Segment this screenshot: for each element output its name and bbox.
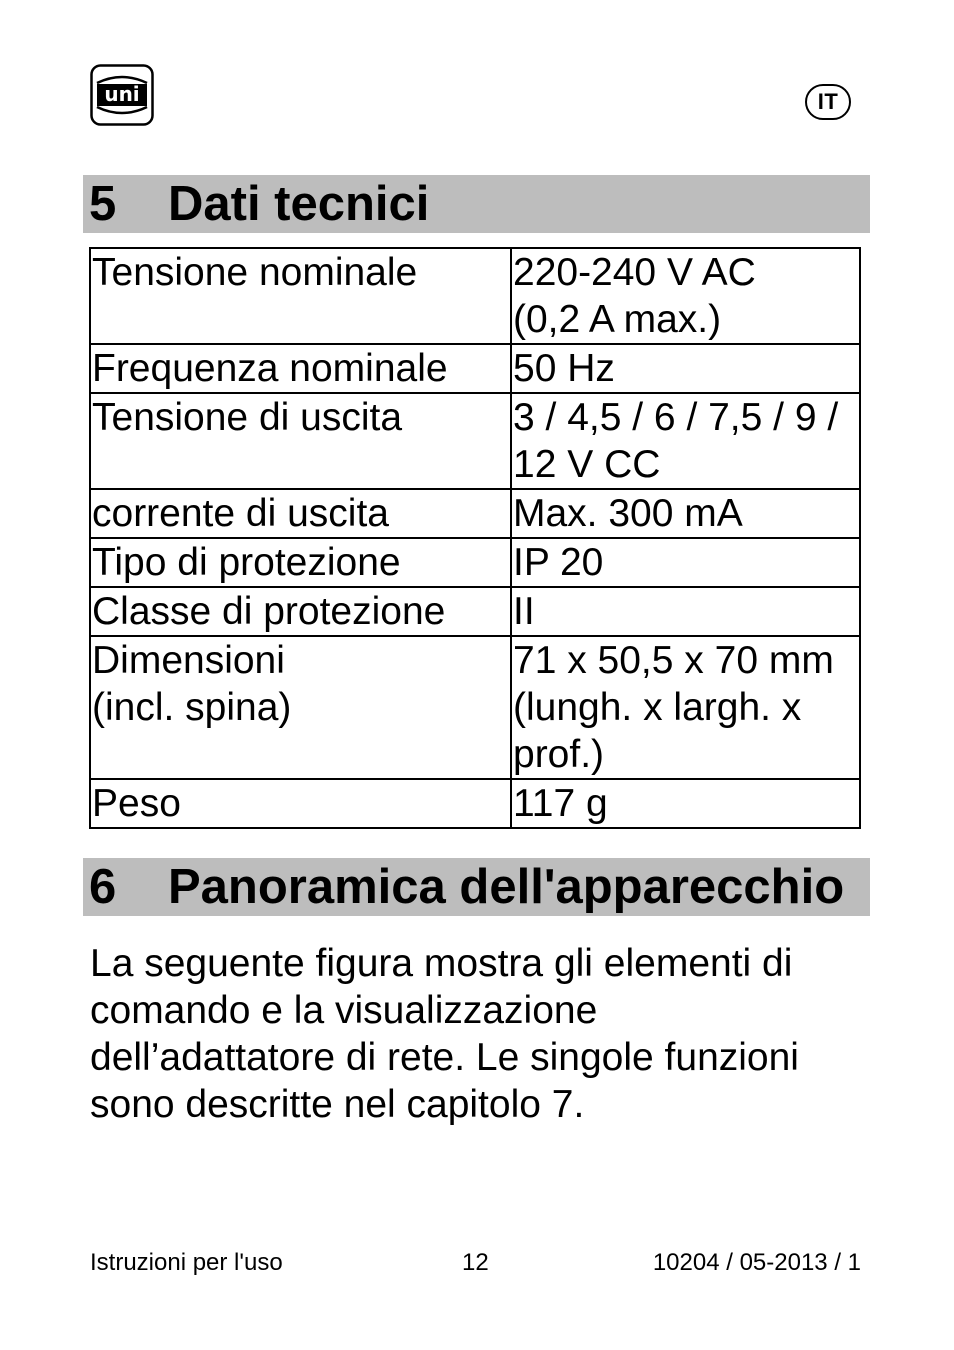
spec-label: Frequenza nominale <box>90 344 511 393</box>
footer-document-code: 10204 / 05-2013 / 1 <box>652 1249 861 1276</box>
spec-value: IP 20 <box>511 538 860 587</box>
table-row <box>90 344 860 393</box>
footer-document-title: Istruzioni per l'uso <box>90 1249 283 1276</box>
section-heading-5 <box>83 175 870 233</box>
spec-value: 220-240 V AC (0,2 A max.) <box>511 248 860 344</box>
spec-label: corrente di uscita <box>90 489 511 538</box>
spec-value: 71 x 50,5 x 70 mm (lungh. x largh. x prof.) <box>511 636 860 779</box>
paragraph-line: La seguente figura mostra gli elementi di <box>90 942 793 985</box>
paragraph-line: sono descritte nel capitolo 7. <box>90 1083 585 1126</box>
spec-label: Tensione nominale <box>90 248 511 344</box>
section-title: Panoramica dell'apparecchio <box>168 860 845 914</box>
section-heading-6 <box>83 858 870 916</box>
table-row <box>90 587 860 636</box>
table-row <box>90 538 860 587</box>
section-number: 5 <box>89 177 117 231</box>
table-row <box>90 636 860 779</box>
table-row <box>90 248 860 344</box>
spec-value: 50 Hz <box>511 344 860 393</box>
footer-page-number: 12 <box>462 1249 489 1276</box>
spec-value: 117 g <box>511 779 860 828</box>
table-row <box>90 489 860 538</box>
section-title: Dati tecnici <box>168 177 430 231</box>
section-number: 6 <box>89 860 117 914</box>
spec-value: II <box>511 587 860 636</box>
paragraph-line: dell’adattatore di rete. Le singole funzioni <box>90 1036 799 1079</box>
spec-label: Peso <box>90 779 511 828</box>
section-body-paragraph <box>90 940 850 1128</box>
spec-value: 3 / 4,5 / 6 / 7,5 / 9 / 12 V CC <box>511 393 860 489</box>
language-badge: IT <box>805 84 851 120</box>
spec-value: Max. 300 mA <box>511 489 860 538</box>
uni-logo-icon <box>90 64 154 126</box>
spec-label: Classe di protezione <box>90 587 511 636</box>
table-row <box>90 779 860 828</box>
brand-logo <box>90 64 154 126</box>
table-row <box>90 393 860 489</box>
spec-label: Tensione di uscita <box>90 393 511 489</box>
paragraph-line: comando e la visualizzazione <box>90 989 598 1032</box>
logo-text: uni <box>104 82 140 106</box>
spec-label: Dimensioni (incl. spina) <box>90 636 511 779</box>
technical-data-table <box>89 247 861 829</box>
spec-label: Tipo di protezione <box>90 538 511 587</box>
